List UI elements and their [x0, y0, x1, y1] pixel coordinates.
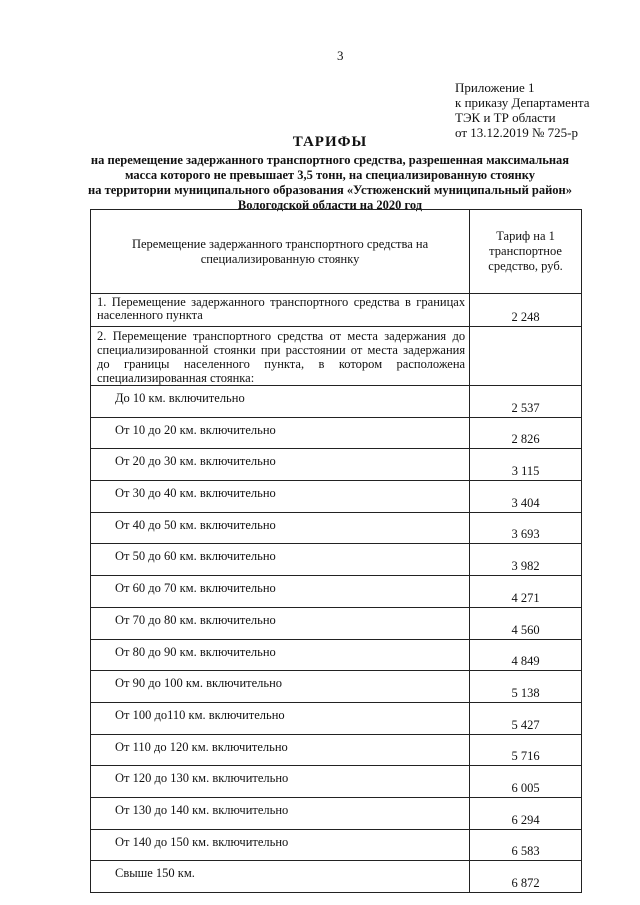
table-header-row [91, 210, 582, 294]
row-description: 1. Перемещение задержанного транспортного средства в границах населенного пункта [91, 294, 470, 327]
distance-range-label: От 130 до 140 км. включительно [91, 797, 470, 829]
appendix-line: от 13.12.2019 № 725-р [455, 125, 578, 140]
tariff-value: 5 427 [470, 702, 582, 734]
document-title [80, 134, 580, 213]
table-row [91, 544, 582, 576]
distance-range-label: Свыше 150 км. [91, 861, 470, 893]
title-main: ТАРИФЫ [292, 134, 368, 150]
distance-range-label: До 10 км. включительно [91, 386, 470, 418]
distance-range-label: От 120 до 130 км. включительно [91, 766, 470, 798]
distance-range-label: От 20 до 30 км. включительно [91, 449, 470, 481]
appendix-line: к приказу Департамента [455, 95, 590, 110]
tariff-value: 3 404 [470, 481, 582, 513]
table-row [91, 327, 582, 386]
distance-range-label: От 140 до 150 км. включительно [91, 829, 470, 861]
tariff-value: 5 716 [470, 734, 582, 766]
table-row [91, 734, 582, 766]
table-row [91, 512, 582, 544]
title-line: на перемещение задержанного транспортного средства, разрешенная максимальная [90, 153, 570, 167]
table-row [91, 417, 582, 449]
table-row [91, 797, 582, 829]
tariff-value: 6 583 [470, 829, 582, 861]
distance-range-label: От 10 до 20 км. включительно [91, 417, 470, 449]
header-description: Перемещение задержанного транспортного средства на специализированную стоянку [91, 210, 470, 294]
distance-range-label: От 100 до110 км. включительно [91, 702, 470, 734]
table-row [91, 639, 582, 671]
tariff-value: 2 537 [470, 386, 582, 418]
distance-range-label: От 90 до 100 км. включительно [91, 671, 470, 703]
tariff-value: 4 849 [470, 639, 582, 671]
distance-range-label: От 110 до 120 км. включительно [91, 734, 470, 766]
tariff-value: 5 138 [470, 671, 582, 703]
distance-range-label: От 60 до 70 км. включительно [91, 576, 470, 608]
tariff-table [90, 209, 582, 893]
table-row [91, 386, 582, 418]
title-line: на территории муниципального образования «Устюженский муниципальный район» [88, 183, 572, 197]
tariff-value: 2 826 [470, 417, 582, 449]
appendix-line: ТЭК и ТР области [455, 110, 556, 125]
appendix-line: Приложение 1 [455, 80, 535, 95]
distance-range-label: От 50 до 60 км. включительно [91, 544, 470, 576]
tariff-value: 6 005 [470, 766, 582, 798]
table-row [91, 671, 582, 703]
tariff-value: 4 560 [470, 607, 582, 639]
table-row [91, 294, 582, 327]
distance-range-label: От 80 до 90 км. включительно [91, 639, 470, 671]
appendix-block [455, 80, 590, 140]
table-row [91, 576, 582, 608]
tariff-value: 3 115 [470, 449, 582, 481]
page-number: 3 [337, 48, 344, 63]
table-row [91, 481, 582, 513]
table-row [91, 702, 582, 734]
table-row [91, 449, 582, 481]
table-row [91, 766, 582, 798]
title-line: масса которого не превышает 3,5 тонн, на специализированную стоянку [124, 168, 535, 182]
distance-range-label: От 30 до 40 км. включительно [91, 481, 470, 513]
tariff-value: 4 271 [470, 576, 582, 608]
tariff-value: 3 982 [470, 544, 582, 576]
table-row [91, 861, 582, 893]
row-description: 2. Перемещение транспортного средства от места задержания до специализированной стоянки при расстоянии от места задержания до границы населенного пункта, в котором расположена специализированная стоянка: [91, 327, 470, 386]
tariff-value: 6 872 [470, 861, 582, 893]
tariff-value: 6 294 [470, 797, 582, 829]
tariff-value: 3 693 [470, 512, 582, 544]
row-tariff-value: 2 248 [470, 294, 582, 327]
row-tariff-empty [470, 327, 582, 386]
distance-range-label: От 70 до 80 км. включительно [91, 607, 470, 639]
header-tariff: Тариф на 1 транспортное средство, руб. [470, 210, 582, 294]
table-row [91, 607, 582, 639]
distance-range-label: От 40 до 50 км. включительно [91, 512, 470, 544]
table-row [91, 829, 582, 861]
title-line: Вологодской области на 2020 год [237, 198, 423, 212]
